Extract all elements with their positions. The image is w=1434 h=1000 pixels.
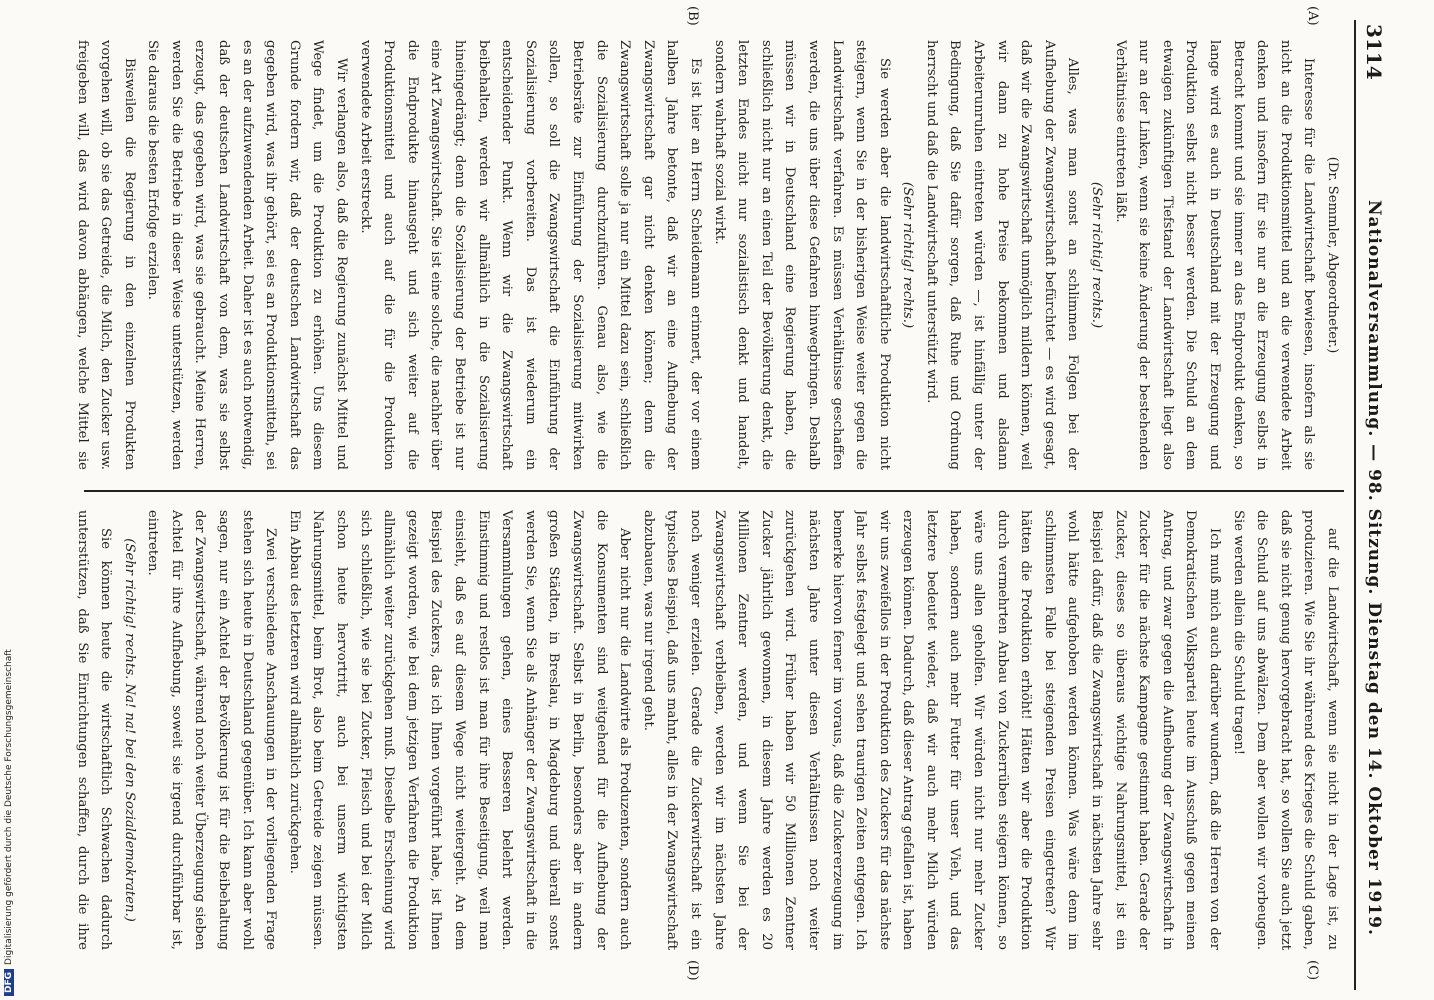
speaker-label: (Dr. Semmler, Abgeordneter.): [1325, 156, 1340, 354]
paragraph: auf die Landwirtschaft, wenn sie nicht in der Lage ist, zu produzieren. Wie Sie ihr während des Krieges die Schuld gaben, daß sie nicht genug hervorgebracht hat, so wollen Sie auch jetzt die Schuld auf uns abwälzen. Dem aber wollen wir vorbeugen. Sie werden allein die Schuld tragen!: [1230, 510, 1340, 950]
interjection: (Sehr richtig! rechts. Na! na! bei den Sozialdemokraten.): [121, 538, 137, 922]
margin-mark-a: (A): [1305, 6, 1320, 26]
margin-mark-b: (B): [685, 6, 700, 26]
dfg-logo: DFG: [4, 969, 14, 996]
column-divider: [84, 490, 1344, 492]
interjection: (Sehr richtig! rechts.): [1089, 181, 1105, 329]
paragraph: Interesse für die Landwirtschaft bewiesen, insofern als sie nicht an die Produktionsmittel und an die verwendete Arbeit denken und insofern für sie nur an die Erzeugung selbst in Betracht kommt und sie immer an das Endprodukt denken, so lange wird es auch in Deutschland mit der Erzeugung und Produktion selbst nicht besser werden. Die Schuld an dem etwaigen zukünftigen Tiefstand der Landwirtschaft liegt also nur an der Linken, wenn sie keine Änderung der bestehenden Verhältnisse eintreten läßt.: [1112, 40, 1317, 470]
footer-credit: [4, 649, 14, 996]
paragraph: Wir verlangen also, daß die Regierung zunächst Mittel und Wege findet, um die Produktion zu erhöhen. Uns diesem Grunde fordern wir, daß der deutschen Landwirtschaft das gegeben wird, was ihr gehört, sei es an Produktionsmitteln, sei es an der aufzuwendenden Arbeit. Daher ist es auch notwendig, daß der deutschen Landwirtschaft von dem, was sie selbst erzeugt, das gegeben wird, was sie gebraucht. Meine Herren, werden Sie die Betriebe in dieser Weise unterstützen, werden Sie daraus die besten Erfolge erzielen.: [145, 40, 350, 470]
page-number: 3114: [1362, 24, 1386, 80]
margin-mark-c: (C): [1305, 960, 1320, 981]
paragraph: Alles, was man sonst an schlimmen Folgen bei der Aufhebung der Zwangswirtschaft befürchtet — es wird gesagt, daß wir die Zwangswirtschaft unmöglich mildern können, weil wir dann zu hohe Preise bekommen und alsdann Arbeiterunruhen eintreten würden —, ist hinfällig unter der Bedingung, daß Sie dafür sorgen, daß Ruhe und Ordnung herrscht und daß die Landwirtschaft unterstützt wird.: [923, 40, 1081, 470]
paragraph: Sie können heute die wirtschaftlich Schwachen dadurch unterstützen, daß Sie Einrichtungen schaffen, durch die ihre: [74, 510, 114, 950]
paragraph: Ich muß mich auch darüber wundern, daß die Herren von der Demokratischen Volkspartei heute im Ausschuß gegen meinen Antrag, und zwar gegen die Aufhebung der Zwangswirtschaft in Zucker für die nächste Kampagne gestimmt haben. Gerade der Zucker, dieses so überaus wichtige Nahrungsmittel, ist ein Beispiel dafür, daß die Zwangswirtschaft in nächsten Jahre sehr wohl hätte aufgehoben werden können. Was wäre denn im schlimmsten Falle bei steigenden Preisen eingetreten? Wir hätten die Produktion erhöht! Hätten wir aber die Produktion durch vermehrten Anbau von Zuckerrüben steigern können, so wäre uns allen geholfen. Wir würden nicht nur mehr Zucker haben, sondern auch mehr Futter für unser Vieh, und das letztere bedeutet wieder, daß wir auch mehr Milch würden erzeugen können. Dadurch, daß dieser Antrag gefallen ist, haben wir uns zweifellos in der Produktion des Zuckers für das nächste Jahr selbst festgelegt und sehen traurigen Zeiten entgegen. Ich bemerke hiervon ferner im voraus, daß die Zuckererzeugung im nächsten Jahre unter diesen Verhältnissen noch weiter zurückgehen wird. Früher haben wir 50 Millionen Zentner Zucker jährlich gewonnen, in diesem Jahre werden es 20 Millionen Zentner werden, und wenn Sie bei der Zwangswirtschaft verbleiben, werden wir im nächsten Jahre noch weniger erzielen. Gerade die Zuckerwirtschaft ist ein typisches Beispiel, daß uns mahnt, alles in der Zwangswirtschaft abzubauen, was nur irgend geht.: [640, 510, 1223, 950]
page-title: Nationalversammlung. — 98. Sitzung. Dienstag den 14. Oktober 1919.: [1364, 200, 1384, 936]
right-column: [74, 510, 1344, 950]
left-column: [74, 40, 1344, 470]
footer-text: Digitalisierung gefördert durch die Deutsche Forschungsgemeinschaft: [4, 649, 14, 965]
paragraph: Zwei verschiedene Anschauungen in der vorliegenden Frage stehen sich heute in Deutschland gegenüber. Ich kann aber wohl sagen, nur ein Achtel der Bevölkerung ist für die Beibehaltung der Zwangswirtschaft, während noch weiter Überzeugung sieben Achtel für ihre Aufhebung, soweit sie irgend durchführbar ist, eintreten.: [145, 510, 279, 950]
page-header: [1354, 20, 1390, 990]
margin-mark-d: (D): [685, 960, 700, 981]
interjection: (Sehr richtig! rechts.): [900, 181, 916, 329]
rotated-sheet: [60, 6, 1390, 990]
paragraph: Aber nicht nur die Landwirte als Produzenten, sondern auch die Konsumenten sind weitgehend für die Aufhebung der Zwangswirtschaft. Selbst in Berlin, besonders aber in andern großen Städten, in Breslau, in Magdeburg und überall sonst werden Sie, wenn Sie als Anhänger der Zwangswirtschaft in die Versammlungen gehen, eines Besseren belehrt werden. Einstimmig und restlos ist man für ihre Beseitigung, weil man einsieht, daß es auf diesem Wege nicht weitergeht. An dem Beispiel des Zuckers, das ich Ihnen vorgeführt habe, ist Ihnen gezeigt worden, wie bei dem jetzigen Verfahren die Produktion allmählich weiter zurückgehen muß. Dieselbe Erscheinung wird sich schließlich, wie sie bei Zucker, Fleisch und bei der Milch schon heute hervortritt, auch bei unserm wichtigsten Nahrungsmittel, beim Brot, also beim Getreide zeigen müssen. Ein Abbau des letzteren wird allmählich zurückgehen.: [286, 510, 633, 950]
paragraph: Sie werden aber die landwirtschaftliche Produktion nicht steigern, wenn Sie in der bisherigen Weise weiter gegen die Landwirtschaft verfahren. Es müssen Verhältnisse geschaffen werden, die uns über diese Gefahren hinwegbringen. Deshalb müssen wir in Deutschland eine Regierung haben, die schließlich nicht nur an einen Teil der Bevölkerung denkt, die letzten Endes nicht nur sozialistisch denkt und handelt, sondern wahrhaft sozial wirkt.: [711, 40, 892, 470]
paragraph: Es ist hier an Herrn Scheidemann erinnert, der vor einem halben Jahre betonte, daß wir an eine Aufhebung der Zwangswirtschaft gar nicht denken können; denn die Zwangswirtschaft solle ja nur ein Mittel dazu sein, schließlich die Sozialisierung durchzuführen. Genau also, wie die Betriebsräte zur Einführung der Sozialisierung mitwirken sollen, so soll die Zwangswirtschaft die Einführung der Sozialisierung vorbereiten. Das ist wiederum ein entscheidender Punkt. Wenn wir die Zwangswirtschaft beibehalten, werden wir allmählich in die Sozialisierung hineingedrängt; denn die Sozialisierung der Betriebe ist nur eine Art Zwangswirtschaft. Sie ist eine solche, die nachher über die Endprodukte hinausgeht und sich weiter auf die Produktionsmittel und auch auf die für die Produktion verwendete Arbeit erstreckt.: [357, 40, 703, 470]
paragraph: Bisweilen die Regierung in den einzelnen Produkten vorgehen will, ob sie das Getreide, die Milch, den Zucker usw. freigeben will, das wird davon abhängen, welche Mittel sie: [74, 40, 137, 470]
